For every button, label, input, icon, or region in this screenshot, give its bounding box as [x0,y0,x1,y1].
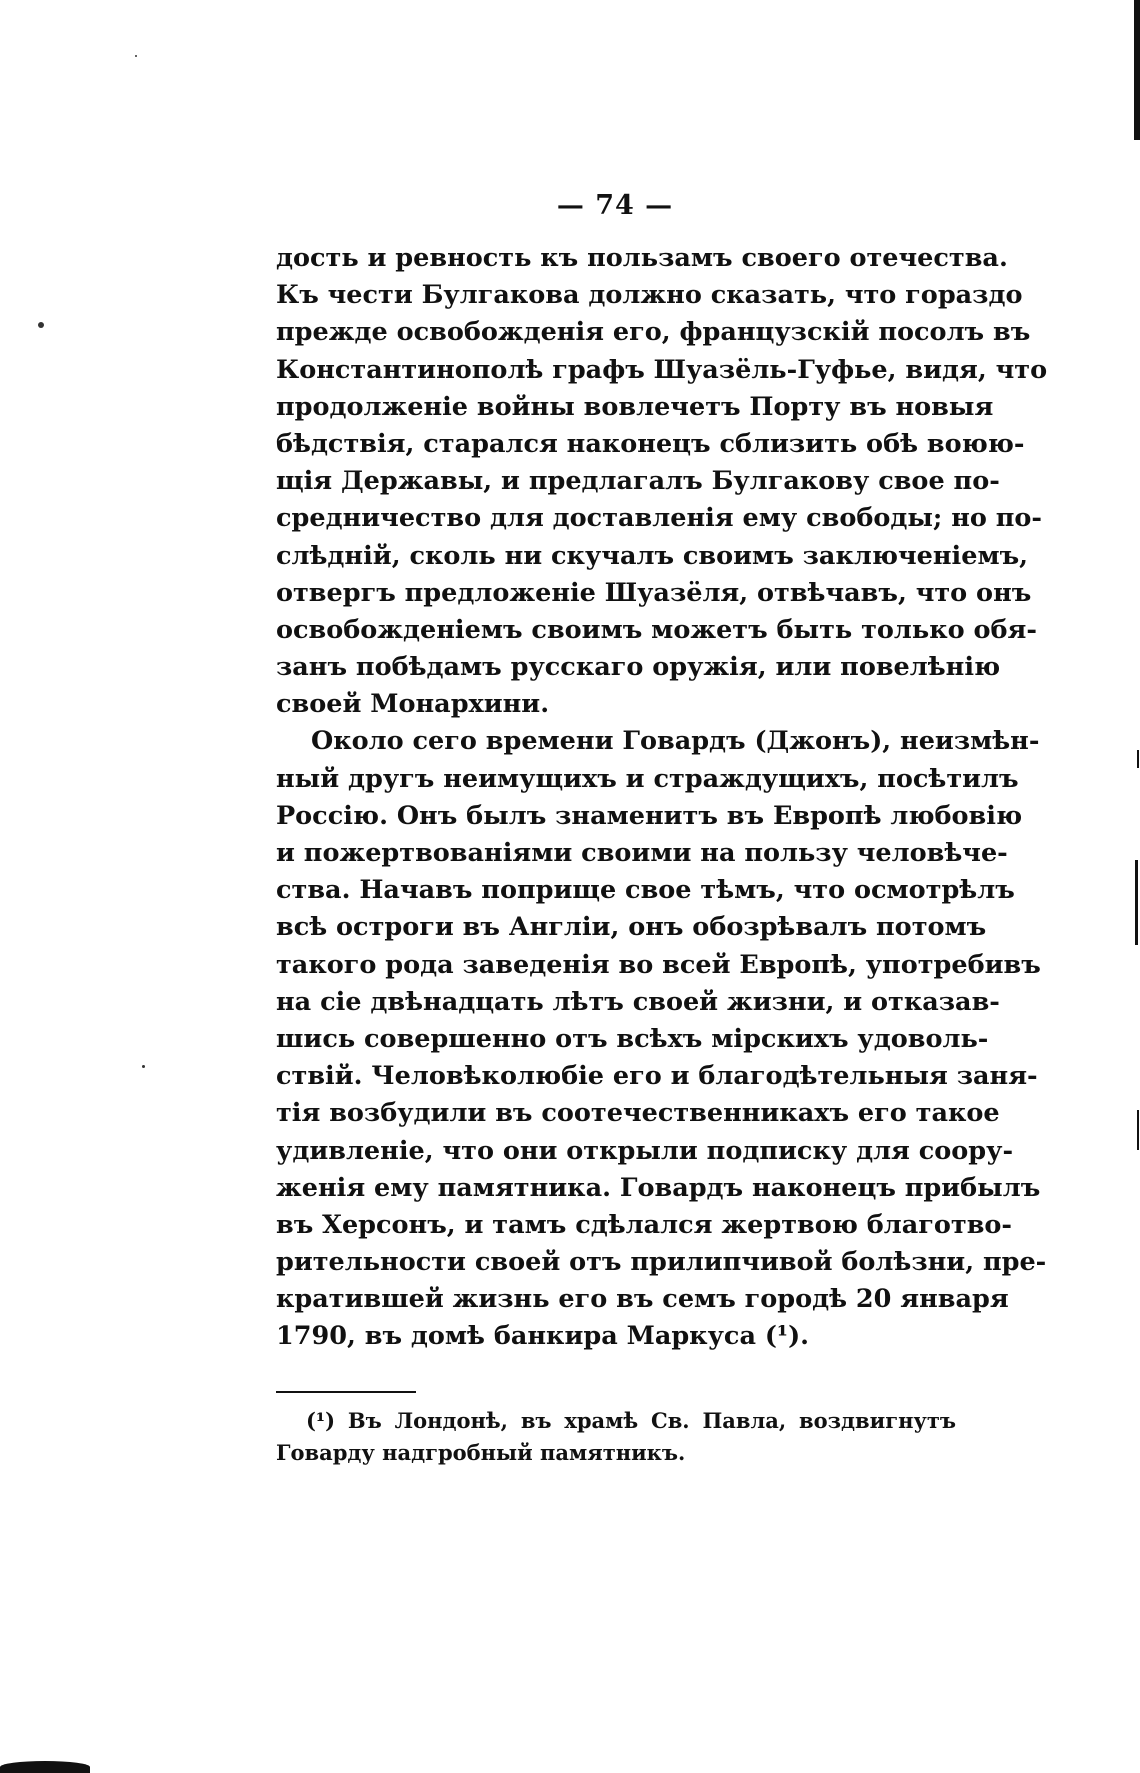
text-line: освобожденіемъ своимъ можетъ быть только обя- [276,614,1037,645]
text-line: и пожертвованіями своими на пользу человѣче- [276,838,1008,868]
page-number: — 74 — [556,190,674,221]
text-line: средничество для доставленія ему свободы; но по- [276,503,1043,534]
text-line: своей Монархини. [276,689,550,720]
text-line: щія Державы, и предлагалъ Булгакову свое по- [276,466,1000,497]
text-line: ства. Начавъ поприще свое тѣмъ, что осмотрѣлъ [276,875,1015,906]
text-line: дость и ревность къ пользамъ своего отечества. [276,243,1008,273]
scan-speck [38,322,44,328]
page-edge-mark [1135,860,1138,945]
text-line: на сіе двѣнадцать лѣтъ своей жизни, и отказав- [276,986,1000,1017]
text-line: кратившей жизнь его въ семъ городѣ 20 января [276,1284,1009,1315]
text-line: занъ побѣдамъ русскаго оружія, или повелѣнію [276,652,1001,683]
page-edge-shadow [1134,0,1140,140]
text-line: удивленіе, что они открыли подписку для соору- [276,1135,1014,1166]
text-line: рительности своей отъ прилипчивой болѣзни, пре- [276,1247,1047,1278]
text-line: слѣдній, сколь ни скучалъ своимъ заключеніемъ, [276,540,1029,571]
text-line: такого рода заведенія во всей Европѣ, употребивъ [276,949,1041,980]
text-line: тія возбудили въ соотечественникахъ его такое [276,1098,1000,1129]
text-line: продолженіе войны вовлечетъ Порту въ новыя [276,391,994,422]
text-line: всѣ остроги въ Англіи, онъ обозрѣвалъ потомъ [276,912,987,943]
text-line: Къ чести Булгакова должно сказать, что гораздо [276,280,1023,311]
text-line: шись совершенно отъ всѣхъ мірскихъ удоволь- [276,1023,989,1054]
footnote-line: (¹) Въ Лондонѣ, въ храмѣ Св. Павла, воздвигнутъ [306,1408,956,1433]
text-line: ный другъ неимущихъ и страждущихъ, посѣтилъ [276,763,1019,794]
text-line: отвергъ предложеніе Шуазёля, отвѣчавъ, что онъ [276,577,1032,608]
bottom-corner-mark [0,1761,90,1773]
text-line: бѣдствія, старался наконецъ сблизить обѣ воюю- [276,428,1025,459]
text-line: прежде освобожденія его, французскій посолъ въ [276,317,1031,348]
text-line: Россію. Онъ былъ знаменитъ въ Европѣ любовію [276,800,1023,831]
text-line: въ Херсонъ, и тамъ сдѣлался жертвою благотво- [276,1209,1013,1240]
text-line: Около сего времени Говардъ (Джонъ), неизмѣн- [311,726,1040,757]
body-text [276,240,1048,1356]
footnote-rule [276,1391,416,1393]
text-line: 1790, въ домѣ банкира Маркуса (¹). [276,1321,810,1352]
page-edge-mark [1137,750,1139,768]
text-line: ствій. Человѣколюбіе его и благодѣтельныя заня- [276,1061,1038,1092]
text-line: женія ему памятника. Говардъ наконецъ прибылъ [276,1172,1041,1203]
footnote [276,1405,956,1469]
page-edge-mark [1137,1110,1139,1150]
scan-speck [135,55,137,57]
scan-speck [142,1065,145,1068]
footnote-line: Говарду надгробный памятникъ. [276,1440,686,1465]
text-line: Константинополѣ графъ Шуазёль-Гуфье, видя, что [276,354,1048,385]
